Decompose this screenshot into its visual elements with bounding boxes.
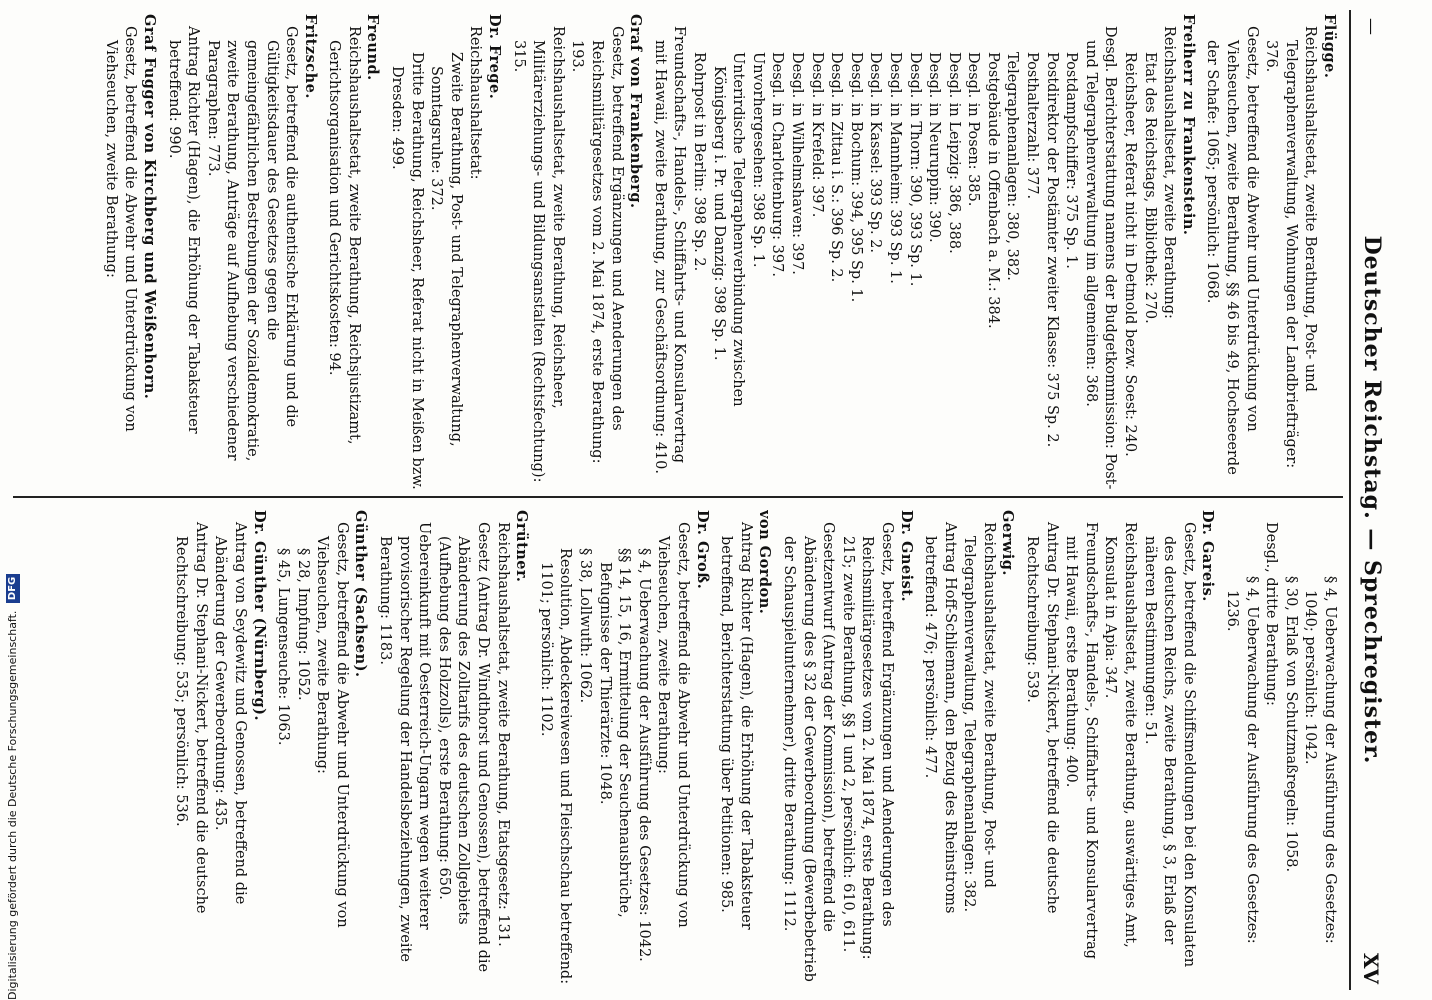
speaker-name: von Gordon. [756, 510, 774, 615]
speech-reference: Reichsheer, Referat nicht in Detmold bezw. Soest: 240. [1122, 52, 1139, 457]
register-entry [163, 14, 320, 490]
speech-reference: Reichshaushaltsetat, zweite Berathung: [1161, 26, 1178, 319]
speech-reference: Gesetz (Antrag Dr. Windthorst und Genossen), betreffend die Abänderung des Zolltarifs des deutschen Zollgebiets (Aufhebung des Holzzolls), erste Berathung: 650. [435, 522, 492, 973]
register-entry [649, 14, 1198, 490]
speech-reference: § 45, Lungenseuche: 1063. [275, 548, 292, 746]
left-column [19, 14, 1339, 490]
speech-reference: Desgl. in Mannheim: 393 Sp. 1. [886, 52, 903, 284]
speaker-name: Freiherr zu Frankenstein. [1179, 14, 1197, 236]
speaker-name: Grütner. [513, 510, 531, 583]
speech-reference: § 4, Ueberwachung der Ausführung des Gesetzes: 1042. [635, 548, 652, 962]
speech-reference: § 4, Ueberwachung der Ausführung des Gesetzes: 1236. [1224, 576, 1260, 944]
register-entry [1221, 510, 1339, 986]
register-entry [324, 14, 383, 490]
speech-reference: Etat des Reichstags, Bibliothek: 270. [1141, 52, 1158, 324]
speaker-name: Freund. [364, 14, 382, 81]
speech-reference: Desgl. Berichterstattung namens der Budgetkommission: Post- und Telegraphenverwaltung im allgemeinen: 368. [1082, 26, 1119, 490]
register-entry [171, 510, 269, 986]
speech-reference: Desgl. in Wilhelmshaven: 397. [788, 52, 805, 275]
register-entry [273, 510, 371, 986]
speech-reference: Gesetzentwurf (Antrag der Kommission), betreffend die Abänderung des § 32 der Gewerbeordnung (Bewerbebetrieb der Schauspielunternehmer), dritte Berathung: 1112. [780, 522, 837, 982]
speaker-name: Graf Fugger von Kirchberg und Weißenhorn. [140, 14, 158, 400]
speaker-name: Graf von Frankenberg. [627, 14, 645, 209]
speech-reference: Antrag Richter (Hagen), die Erhöhung der Tabaksteuer betreffend: 990. [165, 26, 202, 434]
funding-note [2, 0, 24, 1000]
speech-reference: Reichshaushaltsetat, zweite Berathung, Reichsjustizamt, Gerichtsorganisation und Gerichtskosten: 94. [326, 26, 362, 445]
running-head [1359, 0, 1387, 1000]
speech-reference: Zweite Berathung, Post- und Telegraphenverwaltung, Sonntagsruhe: 372. [428, 52, 464, 447]
funding-text: Digitalisierung gefördert durch die Deutsche Forschungsgemeinschaft. [6, 610, 19, 1000]
speech-reference: Unterirdische Telegraphenverbindung zwischen Königsberg i. Pr. und Danzig: 398 Sp. 1. [710, 52, 747, 407]
speech-reference: § 38, Lollwuth: 1062. [577, 548, 594, 704]
speech-reference: Freundschafts-, Handels-, Schiffahrts- und Konsularvertrag mit Hawaii, zweite Berathung, zur Geschäftsordnung: 410. [651, 26, 688, 474]
footer-strip [0, 0, 22, 1000]
speech-reference: Antrag Dr. Stephani-Nickert, betreffend die deutsche Rechtschreibung: 539. [1024, 522, 1060, 914]
speech-reference: Gesetz, betreffend Ergänzungen und Aenderungen des Reichsmilitärgesetzes vom 2. Mai 1874, erste Berathung: 215; zweite Berathung, §§ 1 und 2, persönlich: 610, 611. [839, 522, 895, 960]
speech-reference: Desgl. in Krefeld: 397. [808, 52, 825, 218]
speech-reference: Antrag Dr. Stephani-Nickert, betreffend die deutsche Rechtschreibung: 535; persönlich: 536. [173, 522, 209, 914]
speech-reference: §§ 14, 15, 16, Ermittelung der Seuchenausbrüche, Befugnisse der Thierärzte: 1048. [596, 548, 633, 918]
speech-reference: Uebereinkunft mit Oesterreich-Ungarn wegen weiterer provisorischer Regelung der Handelsbeziehungen, zweite Berathung: 1183. [377, 522, 433, 962]
speech-reference: Gesetz, betreffend die Abwehr und Unterdrückung von Viehseuchen, zweite Berathung: [314, 522, 350, 928]
speech-reference: Postgebäude in Offenbach a. M.: 384. [984, 52, 1001, 329]
speaker-name: Flügge. [1321, 14, 1338, 79]
speaker-name: Fritzsche. [301, 14, 319, 99]
speech-reference: Antrag Richter (Hagen), die Erhöhung der Tabaksteuer betreffend, Berichterstattung über Petitionen: 985. [718, 522, 754, 930]
register-entry [508, 14, 645, 490]
speech-reference: Rohrpost in Berlin: 398 Sp. 2. [691, 52, 707, 272]
speaker-name: Dr. Frege. [486, 14, 504, 100]
speech-reference: Reichshaushaltsetat: [467, 26, 484, 180]
right-column [19, 510, 1339, 986]
speaker-name: Dr. Gareis. [1199, 510, 1217, 602]
speech-reference: Desgl. in Bochum: 394, 395 Sp. 1. [847, 52, 864, 303]
speech-reference: Desgl. in Posen: 385. [965, 52, 982, 207]
speech-reference: Antrag Hoff-Schliemann, den Bezug des Rheinstroms betreffend: 476; persönlich: 477. [922, 522, 958, 914]
speech-reference: Desgl. in Charlottenburg: 397. [769, 52, 786, 277]
register-entry [1202, 14, 1339, 490]
speech-reference: Postdirektor der Postämter zweiter Klasse: 375 Sp. 2. [1043, 52, 1060, 448]
speech-reference: Desgl., dritte Berathung: [1263, 522, 1280, 706]
speech-reference: Freundschafts-, Handels-, Schiffahrts- und Konsularvertrag mit Hawaii, erste Berathung: 400. [1063, 522, 1099, 960]
header-rule [1349, 10, 1351, 990]
speech-reference: Gesetz, betreffend die Schiffsmeldungen bei den Konsulaten des deutschen Reichs, zweite Berathung, § 3, Erlaß der näheren Bestimmungen: 51. [1141, 522, 1197, 968]
speech-reference: Reichshaushaltsetat, zweite Berathung, Etatsgesetz: 131. [494, 522, 511, 947]
speech-reference: Gesetz, betreffend die Abwehr und Unterdrückung von Viehseuchen, zweite Berathung, §§ 46 bis 49, Hochseeerde der Schafe: 1065; persönlich: 1068. [1204, 26, 1260, 475]
dfg-logo: DFG [6, 574, 20, 603]
speech-reference: Gesetz, betreffend die authentische Erklärung und die Gültigkeitsdauer des Gesetzes gegen die gemeingefährlichen Bestrebungen der Sozialdemokratie, zweite Berathung, Anträge auf Aufhebung verschiedener Paragraphen: 773. [204, 26, 300, 462]
page-number: XV [1359, 952, 1383, 984]
register-entry [920, 510, 1018, 986]
speech-reference: Reichshaushaltsetat, zweite Berathung, auswärtiges Amt, Konsulat in Apia: 347. [1102, 522, 1139, 948]
register-entry [716, 510, 775, 986]
speaker-name: Dr. Groß. [693, 510, 711, 590]
register-entry [100, 14, 159, 490]
register-entry [1022, 510, 1218, 986]
header-left-mark: — [1361, 18, 1381, 36]
register-entry [387, 14, 505, 490]
speaker-name: Dr. Günther (Nürnberg). [250, 510, 268, 721]
speech-reference: § 28, Impfung: 1052. [294, 548, 311, 701]
speech-reference: Telegraphenanlagen: 380, 382. [1004, 52, 1021, 281]
speech-reference: Desgl. in Thorn: 390, 393 Sp. 1. [906, 52, 923, 287]
speech-reference: Desgl. in Leipzig: 386, 388. [945, 52, 962, 254]
speech-reference: § 30, Erlaß von Schutzmaßregeln: 1058. [1282, 576, 1299, 873]
speech-reference: Antrag von Seydewitz und Genossen, betreffend die Abänderung der Gewerbeordnung: 435. [212, 522, 248, 905]
speech-reference: Reichshaushaltsetat, zweite Berathung, Reichsheer, Militärerziehungs- und Bildungsanstalten (Rechtsfechtung): 315. [510, 26, 566, 483]
speech-reference: Gesetz, betreffend Ergänzungen und Aenderungen des Reichsmilitärgesetzes vom 2. Mai 1874, erste Berathung: 193. [569, 26, 625, 464]
speech-reference: Resolution, Abdeckereiwesen und Fleischschau betreffend: 1101; persönlich: 1102. [537, 548, 574, 985]
speech-reference: Desgl. in Kassel: 393 Sp. 2. [867, 52, 884, 253]
speech-reference: Gesetz, betreffend die Abwehr und Unterdrückung von Viehseuchen, zweite Berathung: [102, 26, 139, 432]
register-entry [535, 510, 711, 986]
speech-reference: Reichshaushaltsetat, zweite Berathung, Post- und Telegraphenverwaltung, Wohnungen der Landbriefträger: 376. [1263, 26, 1319, 469]
speech-reference: Reichshaushaltsetat, zweite Berathung, Post- und Telegraphenverwaltung, Telegraphenanlagen: 382. [961, 522, 997, 913]
column-divider [13, 496, 1343, 498]
speech-reference: Dritte Berathung, Reichsheer, Referat nicht in Meißen bzw. Dresden: 499. [389, 52, 425, 490]
speaker-name: Günther (Sachsen). [352, 510, 370, 678]
speaker-name: Gerwig. [999, 510, 1017, 576]
speech-reference: Posthalterzahl: 377. [1024, 52, 1041, 200]
register-entry [778, 510, 915, 986]
speech-reference: Desgl. in Neuruppin: 390. [926, 52, 943, 243]
speech-reference: Postdampfschiffer: 375 Sp. 1. [1063, 52, 1080, 269]
speaker-name: Dr. Gneist. [897, 510, 915, 603]
register-entry [375, 510, 532, 986]
speech-reference: Desgl. in Zittau i. S.: 396 Sp. 2. [828, 52, 845, 283]
page-title: Deutscher Reichstag. — Sprechregister. [1359, 235, 1385, 765]
speech-reference: § 4, Ueberwachung der Ausführung des Gesetzes: 1040; persönlich: 1042. [1302, 576, 1338, 944]
speech-reference: Unvorhergesehen: 398 Sp. 1. [749, 52, 766, 268]
speech-reference: Gesetz, betreffend die Abwehr und Unterdrückung von Viehseuchen, zweite Berathung: [655, 522, 691, 928]
